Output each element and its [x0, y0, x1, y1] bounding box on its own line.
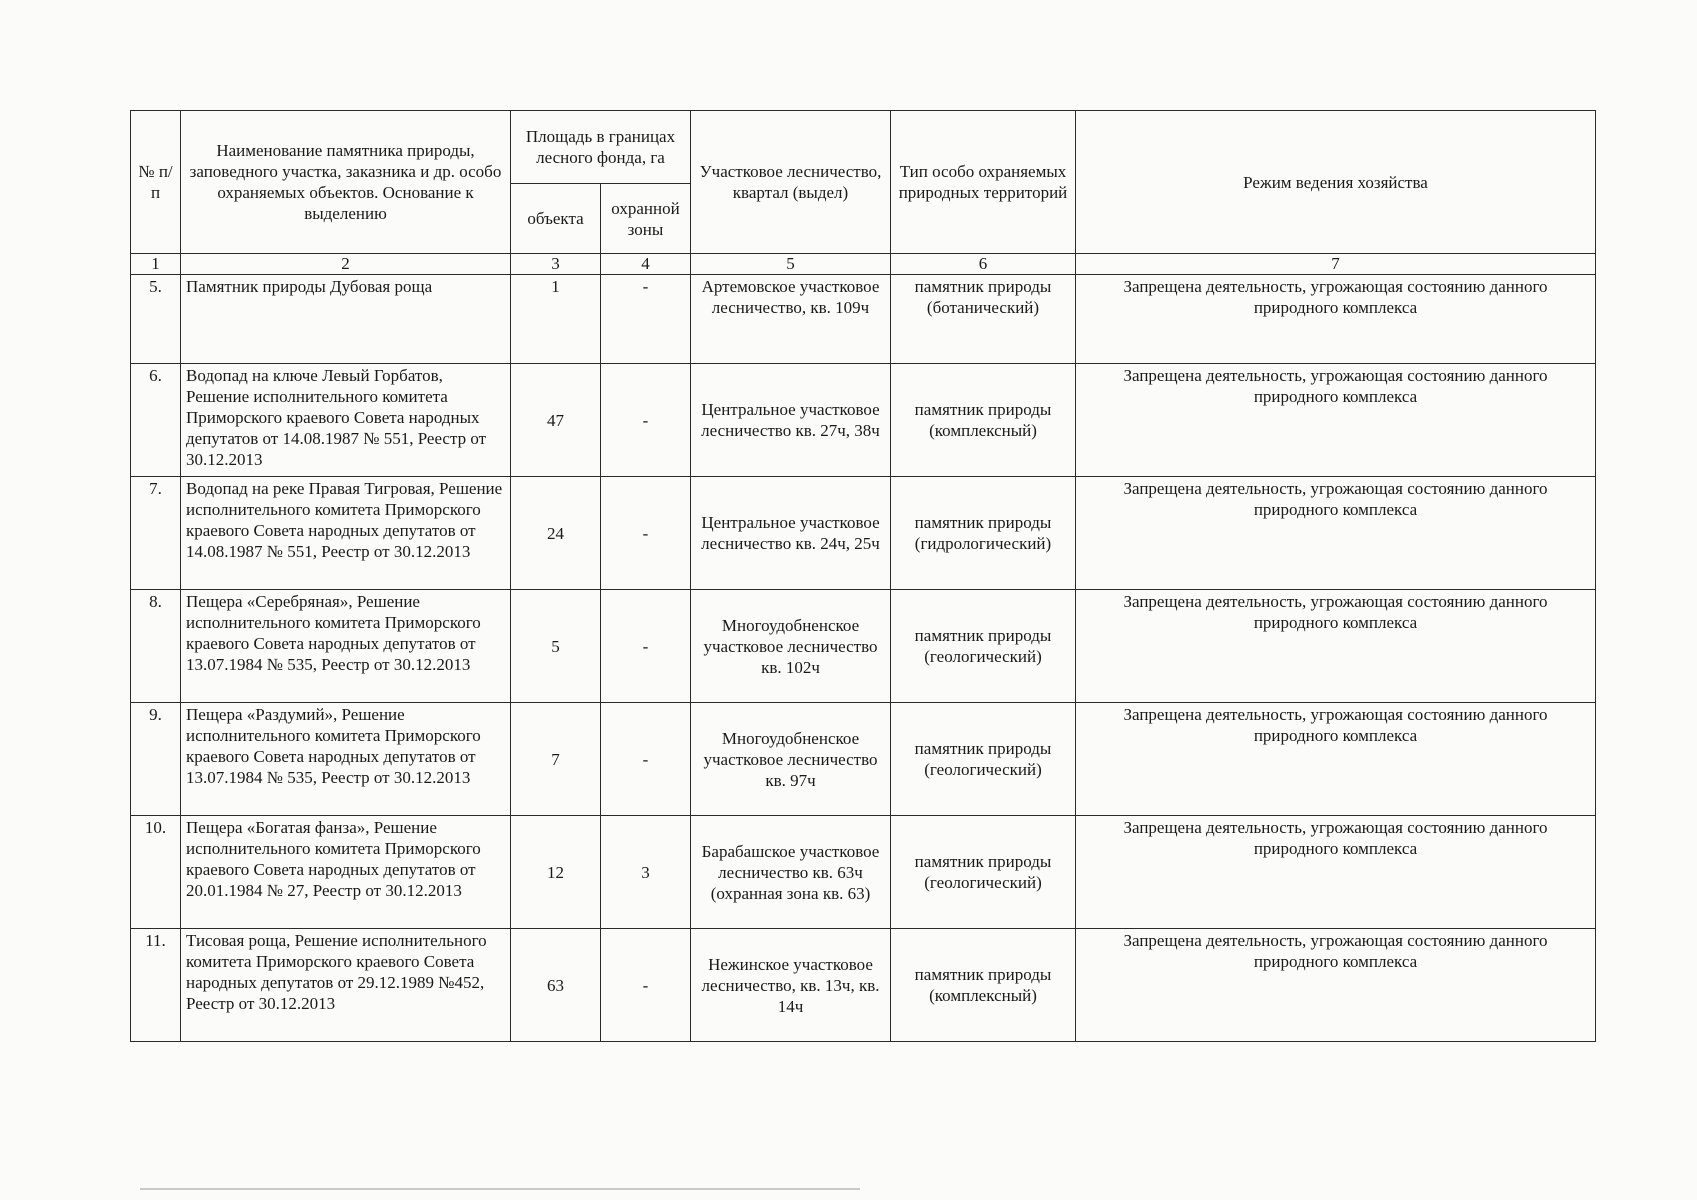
- row-name: Памятник природы Дубовая роща: [181, 275, 511, 364]
- header-row-1: [131, 111, 1596, 184]
- row-regime: Запрещена деятельность, угрожающая состоянию данного природного комплекса: [1076, 477, 1596, 590]
- row-num: 8.: [131, 590, 181, 703]
- row-forestry: Нежинское участковое лесничество, кв. 13ч, кв. 14ч: [691, 929, 891, 1042]
- column-number: 1: [131, 254, 181, 275]
- row-num: 10.: [131, 816, 181, 929]
- header-area-object: объекта: [511, 184, 601, 254]
- column-number: 3: [511, 254, 601, 275]
- header-type: Тип особо охраняемых природных территорий: [891, 111, 1076, 254]
- column-number: 7: [1076, 254, 1596, 275]
- row-num: 5.: [131, 275, 181, 364]
- column-number: 2: [181, 254, 511, 275]
- row-forestry: Барабашское участковое лесничество кв. 63ч (охранная зона кв. 63): [691, 816, 891, 929]
- row-regime: Запрещена деятельность, угрожающая состоянию данного природного комплекса: [1076, 929, 1596, 1042]
- row-num: 7.: [131, 477, 181, 590]
- row-name: Водопад на ключе Левый Горбатов, Решение исполнительного комитета Приморского краевого Совета народных депутатов от 14.08.1987 № 551, Реестр от 30.12.2013: [181, 364, 511, 477]
- header-area-zone: охранной зоны: [601, 184, 691, 254]
- column-numbers-row: [131, 254, 1596, 275]
- table-row: [131, 929, 1596, 1042]
- header-name: Наименование памятника природы, заповедного участка, заказника и др. особо охраняемых объектов. Основание к выделению: [181, 111, 511, 254]
- row-num: 11.: [131, 929, 181, 1042]
- row-area-object: 24: [511, 477, 601, 590]
- row-forestry: Многоудобненское участковое лесничество кв. 102ч: [691, 590, 891, 703]
- row-regime: Запрещена деятельность, угрожающая состоянию данного природного комплекса: [1076, 364, 1596, 477]
- scan-artifact-line: [140, 1188, 860, 1190]
- header-area: Площадь в границах лесного фонда, га: [511, 111, 691, 184]
- row-name: Тисовая роща, Решение исполнительного комитета Приморского краевого Совета народных депутатов от 29.12.1989 №452, Реестр от 30.12.2013: [181, 929, 511, 1042]
- row-type: памятник природы (комплексный): [891, 364, 1076, 477]
- table-row: [131, 275, 1596, 364]
- row-regime: Запрещена деятельность, угрожающая состоянию данного природного комплекса: [1076, 275, 1596, 364]
- row-area-object: 47: [511, 364, 601, 477]
- row-type: памятник природы (ботанический): [891, 275, 1076, 364]
- protected-areas-table: [130, 110, 1596, 1042]
- row-forestry: Центральное участковое лесничество кв. 27ч, 38ч: [691, 364, 891, 477]
- header-regime: Режим ведения хозяйства: [1076, 111, 1596, 254]
- header-num: № п/п: [131, 111, 181, 254]
- table-row: [131, 703, 1596, 816]
- row-area-zone: -: [601, 477, 691, 590]
- table-row: [131, 590, 1596, 703]
- header-forestry: Участковое лесничество, квартал (выдел): [691, 111, 891, 254]
- row-area-zone: -: [601, 929, 691, 1042]
- row-name: Водопад на реке Правая Тигровая, Решение исполнительного комитета Приморского краевого Совета народных депутатов от 14.08.1987 № 551, Реестр от 30.12.2013: [181, 477, 511, 590]
- row-type: памятник природы (геологический): [891, 590, 1076, 703]
- column-number: 6: [891, 254, 1076, 275]
- row-area-zone: -: [601, 703, 691, 816]
- row-name: Пещера «Серебряная», Решение исполнительного комитета Приморского краевого Совета народных депутатов от 13.07.1984 № 535, Реестр от 30.12.2013: [181, 590, 511, 703]
- row-num: 6.: [131, 364, 181, 477]
- table-row: [131, 364, 1596, 477]
- row-type: памятник природы (геологический): [891, 703, 1076, 816]
- row-area-object: 63: [511, 929, 601, 1042]
- row-type: памятник природы (гидрологический): [891, 477, 1076, 590]
- table-row: [131, 816, 1596, 929]
- table-row: [131, 477, 1596, 590]
- column-number: 4: [601, 254, 691, 275]
- row-forestry: Многоудобненское участковое лесничество кв. 97ч: [691, 703, 891, 816]
- row-area-object: 5: [511, 590, 601, 703]
- row-forestry: Артемовское участковое лесничество, кв. 109ч: [691, 275, 891, 364]
- row-area-zone: 3: [601, 816, 691, 929]
- row-regime: Запрещена деятельность, угрожающая состоянию данного природного комплекса: [1076, 590, 1596, 703]
- column-number: 5: [691, 254, 891, 275]
- row-area-zone: -: [601, 364, 691, 477]
- row-regime: Запрещена деятельность, угрожающая состоянию данного природного комплекса: [1076, 703, 1596, 816]
- row-name: Пещера «Богатая фанза», Решение исполнительного комитета Приморского краевого Совета народных депутатов от 20.01.1984 № 27, Реестр от 30.12.2013: [181, 816, 511, 929]
- row-area-zone: -: [601, 590, 691, 703]
- row-num: 9.: [131, 703, 181, 816]
- row-area-object: 1: [511, 275, 601, 364]
- row-type: памятник природы (комплексный): [891, 929, 1076, 1042]
- row-area-object: 7: [511, 703, 601, 816]
- row-regime: Запрещена деятельность, угрожающая состоянию данного природного комплекса: [1076, 816, 1596, 929]
- row-forestry: Центральное участковое лесничество кв. 24ч, 25ч: [691, 477, 891, 590]
- row-area-zone: -: [601, 275, 691, 364]
- row-area-object: 12: [511, 816, 601, 929]
- row-type: памятник природы (геологический): [891, 816, 1076, 929]
- row-name: Пещера «Раздумий», Решение исполнительного комитета Приморского краевого Совета народных депутатов от 13.07.1984 № 535, Реестр от 30.12.2013: [181, 703, 511, 816]
